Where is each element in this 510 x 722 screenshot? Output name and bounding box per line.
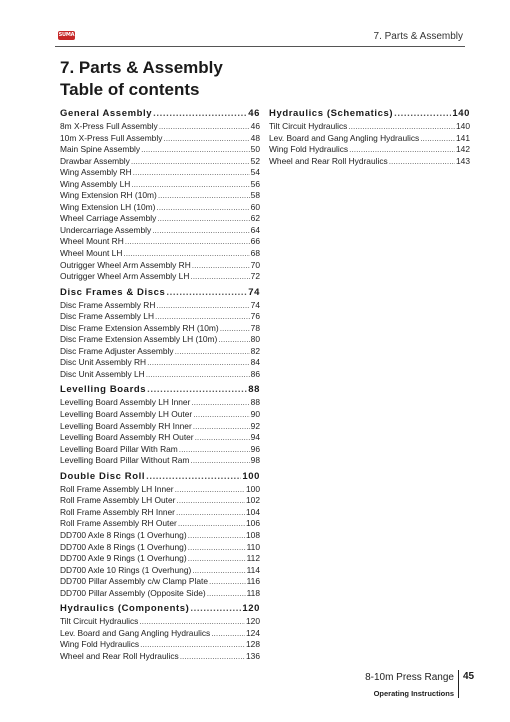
toc-entry-label: Disc Unit Assembly RH (60, 357, 147, 368)
toc-entry-label: Wing Fold Hydraulics (269, 144, 349, 155)
toc-entry[interactable] (60, 334, 260, 346)
toc-entry[interactable] (269, 144, 470, 156)
leader-dots (188, 542, 246, 554)
leader-dots (188, 553, 246, 565)
toc-entry-label: Levelling Board Assembly RH Outer (60, 432, 194, 443)
leader-dots (389, 156, 455, 168)
toc-entry-label: 10m X-Press Full Assembly (60, 132, 163, 143)
header-section-label: 7. Parts & Assembly (373, 31, 463, 42)
toc-entry-page: 80 (250, 334, 260, 345)
toc-entry-label: Wing Extension LH (10m) (60, 201, 156, 212)
toc-entry[interactable] (60, 495, 260, 507)
leader-dots (156, 300, 249, 312)
header-bar (55, 28, 465, 47)
toc-entry-page: 66 (250, 236, 260, 247)
toc-column-right (269, 107, 470, 167)
leader-dots (192, 565, 245, 577)
toc-entry[interactable] (60, 444, 260, 456)
toc-entry-page: 46 (250, 121, 260, 131)
toc-entry-page: 52 (250, 155, 260, 166)
toc-entry-page: 112 (246, 553, 260, 564)
leader-dots (152, 225, 249, 237)
leader-dots (156, 202, 249, 214)
toc-entry[interactable] (60, 156, 260, 168)
leader-dots (166, 286, 247, 299)
toc-entry-page: 86 (250, 368, 260, 379)
toc-entry[interactable] (60, 179, 260, 191)
page-number: 45 (458, 670, 474, 698)
brand-logo: SUMA (58, 32, 75, 38)
toc-entry[interactable] (60, 357, 260, 369)
toc-entry[interactable] (60, 190, 260, 202)
toc-entry[interactable] (60, 311, 260, 323)
toc-entry[interactable] (60, 397, 260, 409)
toc-entry-page: 90 (250, 409, 260, 420)
leader-dots (209, 576, 246, 588)
toc-entry-page: 124 (246, 627, 260, 638)
toc-section (60, 286, 260, 381)
toc-entry-page: 141 (456, 132, 470, 143)
toc-section-heading[interactable] (60, 383, 260, 396)
toc-entry-label: Levelling Board Assembly LH Inner (60, 397, 191, 408)
toc-entry[interactable] (60, 651, 260, 663)
leader-dots (153, 107, 247, 120)
toc-entry-page: 56 (250, 178, 260, 189)
toc-heading-label: Hydraulics (Components) (60, 603, 190, 615)
toc-entry[interactable] (60, 409, 260, 421)
leader-dots (178, 518, 245, 530)
toc-heading-label: Hydraulics (Schematics) (269, 108, 394, 119)
toc-entry-page: 143 (456, 155, 470, 166)
leader-dots (125, 236, 250, 248)
toc-entry-page: 68 (250, 248, 260, 259)
toc-entry-label: Wing Fold Hydraulics (60, 639, 140, 650)
toc-entry[interactable] (60, 530, 260, 542)
toc-entry-label: Levelling Board Assembly RH Inner (60, 420, 192, 431)
toc-entry-page: 92 (250, 420, 260, 431)
toc-heading-label: Levelling Boards (60, 384, 147, 396)
toc-entry-page: 82 (250, 345, 260, 356)
toc-section (60, 383, 260, 466)
toc-entry[interactable] (60, 202, 260, 214)
toc-entry-label: Roll Frame Assembly LH Inner (60, 483, 174, 494)
toc-heading-page: 140 (452, 108, 470, 119)
toc-heading-page: 120 (242, 603, 260, 615)
toc-section-heading[interactable] (60, 107, 260, 120)
footer-title: 8-10m Press Range (365, 672, 454, 683)
toc-entry[interactable] (60, 565, 260, 577)
toc-entry-page: 108 (246, 529, 260, 540)
leader-dots (155, 311, 250, 323)
leader-dots (175, 484, 245, 496)
toc-entry-label: Wing Extension RH (10m) (60, 190, 157, 201)
toc-entry-label: Wheel Carriage Assembly (60, 213, 157, 224)
toc-entry-page: 48 (250, 132, 260, 143)
leader-dots (192, 260, 250, 272)
leader-dots (175, 346, 250, 358)
page-subtitle: Table of contents (60, 80, 200, 99)
toc-entry[interactable] (60, 576, 260, 588)
toc-section-heading[interactable] (60, 286, 260, 299)
toc-section (269, 107, 470, 167)
toc-entry-label: Wheel Mount RH (60, 236, 124, 247)
leader-dots (146, 470, 241, 483)
leader-dots (157, 213, 249, 225)
toc-entry-label: DD700 Pillar Assembly (Opposite Side) (60, 587, 206, 598)
toc-entry-page: 76 (250, 311, 260, 322)
leader-dots (195, 432, 250, 444)
toc-entry[interactable] (269, 121, 470, 133)
toc-entry-label: DD700 Axle 8 Rings (1 Overhung) (60, 541, 187, 552)
toc-entry[interactable] (269, 133, 470, 145)
toc-entry[interactable] (60, 236, 260, 248)
leader-dots (190, 271, 249, 283)
toc-section (60, 107, 260, 283)
toc-entry-page: 96 (250, 443, 260, 454)
leader-dots (139, 616, 245, 628)
toc-section-heading[interactable] (60, 470, 260, 483)
toc-entry-label: Outrigger Wheel Arm Assembly RH (60, 259, 191, 270)
toc-entry[interactable] (60, 323, 260, 335)
toc-entry-label: Main Spine Assembly (60, 144, 141, 155)
toc-entry[interactable] (269, 156, 470, 168)
toc-entry-label: Disc Unit Assembly LH (60, 368, 145, 379)
toc-entry-page: 104 (246, 506, 260, 517)
toc-entry[interactable] (60, 213, 260, 225)
toc-heading-label: Disc Frames & Discs (60, 286, 166, 298)
toc-entry-label: Disc Frame Extension Assembly RH (10m) (60, 322, 219, 333)
toc-entry-page: 74 (250, 299, 260, 310)
toc-entry-page: 98 (250, 455, 260, 466)
toc-entry[interactable] (60, 616, 260, 628)
toc-section-heading[interactable] (60, 602, 260, 615)
leader-dots (193, 409, 249, 421)
leader-dots (394, 107, 451, 120)
toc-entry-page: 120 (246, 616, 260, 627)
toc-entry[interactable] (60, 260, 260, 272)
leader-dots (123, 248, 249, 260)
toc-entry-label: DD700 Pillar Assembly c/w Clamp Plate (60, 576, 209, 587)
toc-entry-page: 88 (250, 397, 260, 408)
leader-dots (131, 179, 249, 191)
toc-entry-page: 84 (250, 357, 260, 368)
toc-entry-label: DD700 Axle 10 Rings (1 Overhung) (60, 564, 192, 575)
toc-entry[interactable] (60, 507, 260, 519)
toc-entry[interactable] (60, 421, 260, 433)
toc-entry-label: Wing Assembly LH (60, 178, 131, 189)
toc-entry-label: Lev. Board and Gang Angling Hydraulics (60, 627, 211, 638)
toc-entry-page: 128 (246, 639, 260, 650)
toc-entry[interactable] (60, 518, 260, 530)
toc-entry[interactable] (60, 225, 260, 237)
leader-dots (180, 651, 245, 663)
leader-dots (193, 421, 250, 433)
toc-entry-page: 54 (250, 167, 260, 178)
leader-dots (348, 121, 455, 133)
toc-column-left (60, 107, 260, 662)
toc-entry-label: Disc Frame Assembly RH (60, 299, 156, 310)
leader-dots (218, 334, 249, 346)
toc-entry[interactable] (60, 588, 260, 600)
toc-entry-page: 102 (246, 495, 260, 506)
toc-entry-label: DD700 Axle 9 Rings (1 Overhung) (60, 553, 187, 564)
toc-entry-page: 70 (250, 259, 260, 270)
leader-dots (207, 588, 246, 600)
toc-entry[interactable] (60, 144, 260, 156)
toc-heading-page: 100 (242, 470, 260, 482)
toc-entry-page: 106 (246, 518, 260, 529)
page-title: 7. Parts & Assembly (60, 58, 223, 77)
toc-entry-label: Disc Frame Assembly LH (60, 311, 155, 322)
toc-entry[interactable] (60, 271, 260, 283)
toc-entry-page: 136 (246, 650, 260, 661)
toc-entry[interactable] (60, 484, 260, 496)
toc-entry-label: Roll Frame Assembly RH Outer (60, 518, 177, 529)
leader-dots (158, 190, 250, 202)
toc-entry-page: 114 (246, 564, 260, 575)
toc-entry-page: 72 (250, 271, 260, 282)
toc-entry[interactable] (60, 248, 260, 260)
toc-entry-label: Levelling Board Assembly LH Outer (60, 409, 193, 420)
toc-entry[interactable] (60, 628, 260, 640)
toc-entry-page: 100 (246, 483, 260, 494)
leader-dots (188, 530, 245, 542)
leader-dots (179, 444, 250, 456)
toc-entry[interactable] (60, 455, 260, 467)
leader-dots (211, 628, 245, 640)
toc-entry-label: Tilt Circuit Hydraulics (60, 616, 139, 627)
toc-heading-page: 88 (248, 384, 260, 396)
leader-dots (159, 121, 250, 133)
toc-heading-page: 46 (248, 108, 260, 119)
toc-entry-label: Wheel and Rear Roll Hydraulics (60, 650, 179, 661)
toc-entry-label: Wing Assembly RH (60, 167, 132, 178)
toc-entry-page: 60 (250, 201, 260, 212)
toc-entry[interactable] (60, 167, 260, 179)
leader-dots (147, 357, 250, 369)
toc-entry-label: Lev. Board and Gang Angling Hydraulics (269, 132, 420, 143)
leader-dots (163, 133, 249, 145)
toc-entry[interactable] (60, 432, 260, 444)
toc-heading-label: General Assembly (60, 108, 153, 119)
footer-subtitle: Operating Instructions (373, 689, 454, 698)
toc-entry-label: DD700 Axle 8 Rings (1 Overhung) (60, 529, 187, 540)
toc-entry-page: 64 (250, 224, 260, 235)
toc-entry-label: Drawbar Assembly (60, 155, 130, 166)
toc-entry-page: 62 (250, 213, 260, 224)
leader-dots (140, 639, 245, 651)
toc-entry[interactable] (60, 133, 260, 145)
toc-entry[interactable] (60, 542, 260, 554)
toc-entry-label: Levelling Board Pillar Without Ram (60, 455, 190, 466)
toc-entry[interactable] (60, 300, 260, 312)
leader-dots (141, 144, 250, 156)
toc-heading-label: Double Disc Roll (60, 470, 146, 482)
toc-entry-page: 116 (246, 576, 260, 587)
leader-dots (176, 507, 245, 519)
toc-entry-label: Tilt Circuit Hydraulics (269, 121, 348, 131)
toc-entry-label: Roll Frame Assembly RH Inner (60, 506, 175, 517)
toc-entry-label: Wheel Mount LH (60, 248, 123, 259)
toc-entry-page: 140 (456, 121, 470, 131)
leader-dots (131, 156, 250, 168)
toc-section (60, 470, 260, 599)
toc-entry[interactable] (60, 553, 260, 565)
toc-entry[interactable] (60, 639, 260, 651)
toc-entry-label: Disc Frame Extension Assembly LH (10m) (60, 334, 218, 345)
leader-dots (420, 133, 455, 145)
toc-entry-page: 50 (250, 144, 260, 155)
leader-dots (190, 602, 241, 615)
toc-entry-label: 8m X-Press Full Assembly (60, 121, 158, 131)
toc-entry-label: Levelling Board Pillar With Ram (60, 443, 178, 454)
toc-entry-label: Undercarriage Assembly (60, 224, 152, 235)
leader-dots (176, 495, 245, 507)
toc-entry[interactable] (60, 369, 260, 381)
toc-entry-page: 142 (456, 144, 470, 155)
toc-entry-label: Roll Frame Assembly LH Outer (60, 495, 176, 506)
toc-entry-label: Outrigger Wheel Arm Assembly LH (60, 271, 190, 282)
toc-entry-label: Disc Frame Adjuster Assembly (60, 345, 174, 356)
toc-section (60, 602, 260, 662)
leader-dots (133, 167, 250, 179)
leader-dots (191, 397, 249, 409)
toc-entry-page: 118 (246, 587, 260, 598)
leader-dots (147, 383, 247, 396)
toc-entry-label: Wheel and Rear Roll Hydraulics (269, 155, 388, 166)
leader-dots (220, 323, 250, 335)
toc-entry[interactable] (60, 346, 260, 358)
leader-dots (349, 144, 455, 156)
toc-entry-page: 78 (250, 322, 260, 333)
toc-heading-page: 74 (248, 286, 260, 298)
toc-entry-page: 58 (250, 190, 260, 201)
toc-entry[interactable] (60, 121, 260, 133)
leader-dots (190, 455, 249, 467)
toc-section-heading[interactable] (269, 107, 470, 120)
toc-entry-page: 110 (246, 541, 260, 552)
leader-dots (146, 369, 250, 381)
toc-entry-page: 94 (250, 432, 260, 443)
